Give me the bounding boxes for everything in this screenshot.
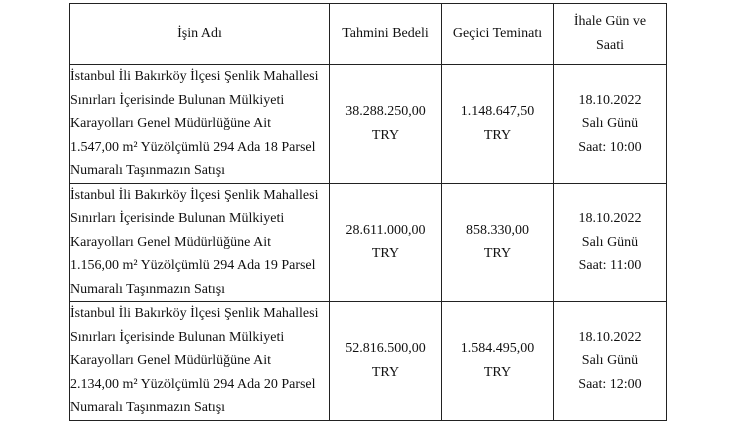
- header-temporary-deposit: Geçici Teminatı: [442, 4, 554, 65]
- job-description-cell: İstanbul İli Bakırköy İlçesi Şenlik Mahallesi Sınırları İçerisinde Bulunan Mülkiyeti Karayolları Genel Müdürlüğüne Ait 2.134,00 m² Yüzölçümlü 294 Ada 20 Parsel Numaralı Taşınmazın Satışı: [70, 302, 330, 421]
- header-job-name: İşin Adı: [70, 4, 330, 65]
- table-row: [70, 65, 667, 184]
- header-row: [70, 4, 667, 65]
- deposit-cell: 1.148.647,50 TRY: [442, 65, 554, 184]
- tender-date-cell: 18.10.2022 Salı Günü Saat: 11:00: [554, 183, 667, 302]
- deposit-cell: 1.584.495,00 TRY: [442, 302, 554, 421]
- estimated-value-cell: 38.288.250,00 TRY: [330, 65, 442, 184]
- job-description-cell: İstanbul İli Bakırköy İlçesi Şenlik Mahallesi Sınırları İçerisinde Bulunan Mülkiyeti Karayolları Genel Müdürlüğüne Ait 1.156,00 m² Yüzölçümlü 294 Ada 19 Parsel Numaralı Taşınmazın Satışı: [70, 183, 330, 302]
- deposit-cell: 858.330,00 TRY: [442, 183, 554, 302]
- estimated-value-cell: 52.816.500,00 TRY: [330, 302, 442, 421]
- job-description-cell: İstanbul İli Bakırköy İlçesi Şenlik Mahallesi Sınırları İçerisinde Bulunan Mülkiyeti Karayolları Genel Müdürlüğüne Ait 1.547,00 m² Yüzölçümlü 294 Ada 18 Parsel Numaralı Taşınmazın Satışı: [70, 65, 330, 184]
- table-row: [70, 183, 667, 302]
- table-row: [70, 302, 667, 421]
- header-tender-date-time: İhale Gün ve Saati: [554, 4, 667, 65]
- tender-table: [69, 3, 667, 421]
- estimated-value-cell: 28.611.000,00 TRY: [330, 183, 442, 302]
- tender-date-cell: 18.10.2022 Salı Günü Saat: 12:00: [554, 302, 667, 421]
- tender-date-cell: 18.10.2022 Salı Günü Saat: 10:00: [554, 65, 667, 184]
- header-estimated-value: Tahmini Bedeli: [330, 4, 442, 65]
